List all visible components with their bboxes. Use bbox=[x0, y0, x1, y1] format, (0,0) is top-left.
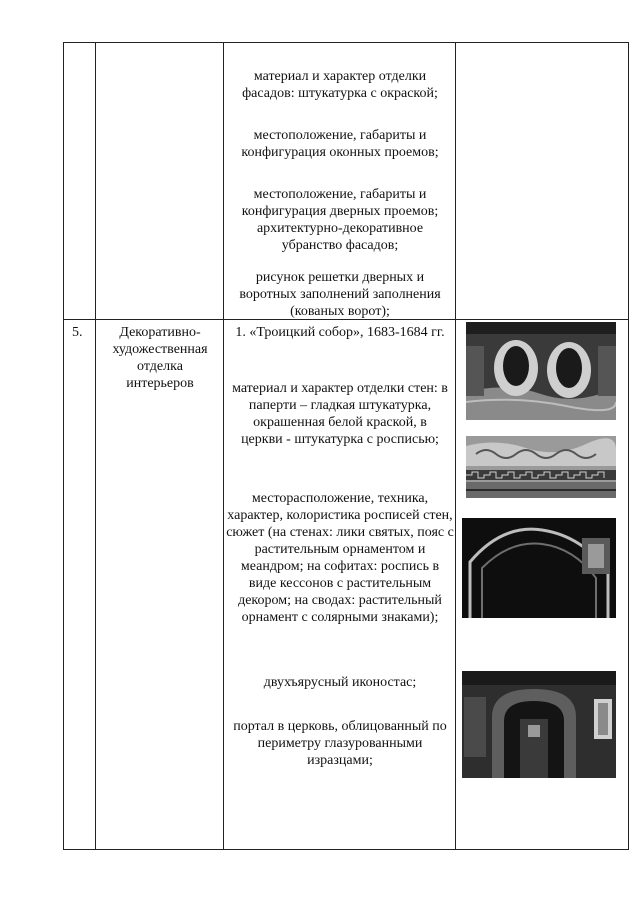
col-line-right bbox=[628, 42, 629, 850]
portal-photo bbox=[462, 671, 616, 778]
ornament-band-photo bbox=[466, 436, 616, 498]
row5-item-3: двухъярусный иконостас; bbox=[263, 675, 417, 690]
col-line-left bbox=[63, 42, 64, 850]
row5-item-2: месторасположение, техника, характер, колористика росписей стен, сюжет (на стенах: лики святых, пояс с растительным орнаментом и меандром; на софитах: роспись в виде кессонов с растительным декором; на сводах: растительный орнамент с солярными знаками); bbox=[226, 491, 454, 625]
table-top-border bbox=[63, 42, 629, 43]
col-line-3 bbox=[455, 42, 456, 850]
object-heading bbox=[232, 324, 448, 341]
row-prev-item-3: местоположение, габариты и конфигурация дверных проемов; архитектурно-декоративное убранство фасадов; bbox=[241, 187, 439, 253]
col-line-2 bbox=[223, 42, 224, 850]
row5-item-4: портал в церковь, облицованный по периметру глазурованными изразцами; bbox=[233, 719, 447, 768]
row-prev-item-1: материал и характер отделки фасадов: штукатурка с окраской; bbox=[242, 69, 438, 101]
col-line-1 bbox=[95, 42, 96, 850]
heading-index: 1. bbox=[235, 325, 246, 340]
row-prev-item-2: местоположение, габариты и конфигурация оконных проемов; bbox=[241, 128, 439, 160]
row5-item-1: материал и характер отделки стен: в паперти – гладкая штукатурка, окрашенная белой краской, в церкви - штукатурка с росписью; bbox=[232, 381, 448, 447]
element-name: Декоративно-художественная отделка интерьеров bbox=[112, 325, 208, 391]
table-bottom-border bbox=[63, 849, 629, 850]
vault-arch-photo bbox=[462, 518, 616, 618]
heading-text: «Троицкий собор», 1683-1684 гг. bbox=[249, 325, 445, 340]
fresco-saints-photo bbox=[466, 322, 616, 420]
row-number: 5. bbox=[72, 325, 83, 340]
row-prev-item-4: рисунок решетки дверных и воротных заполнений заполнения (кованых ворот); bbox=[239, 270, 441, 319]
